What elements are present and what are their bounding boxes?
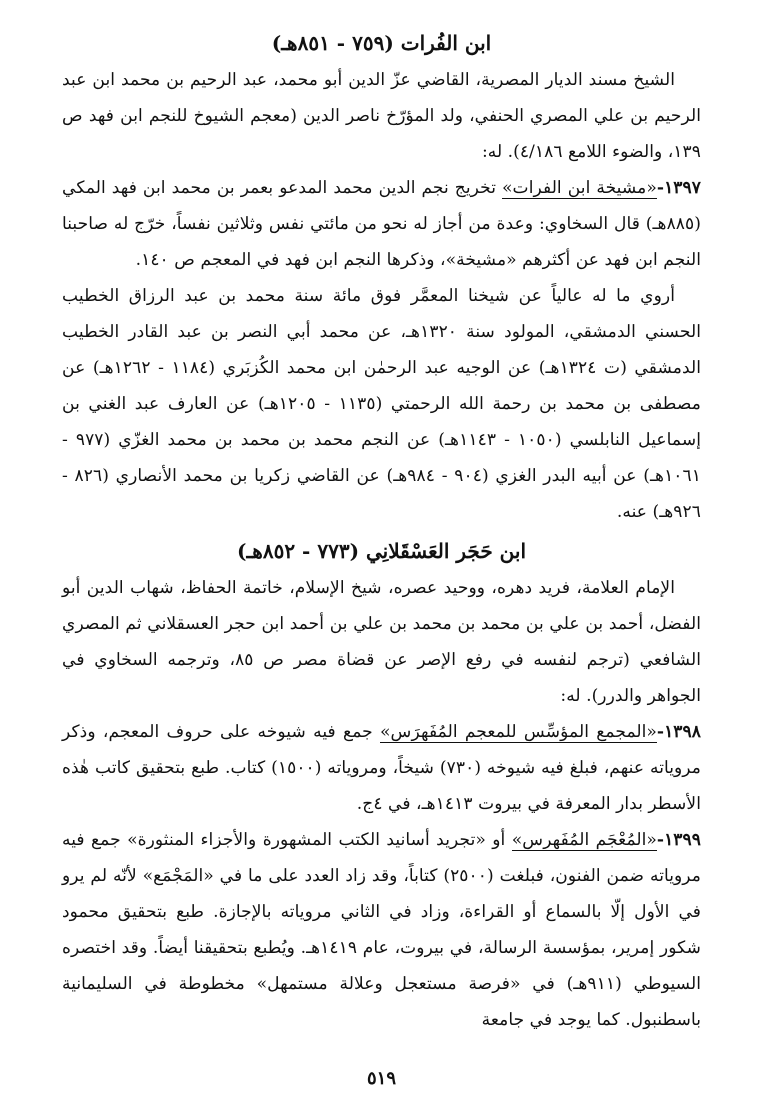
entry-text: جمع فيه شيوخه على حروف المعجم، وذكر مروياته عنهم، فبلغ فيه شيوخه (٧٣٠) شيخاً، ومروياته (١٥٠٠) كتاب. طبع بتحقيق كاتب هٰذه الأسطر بدار المعرفة في بيروت ١٤١٣هـ، في ٤ج. [62, 722, 701, 814]
biography-intro-ibn-al-furat: الشيخ مسند الديار المصرية، القاضي عزّ الدين أبو محمد، عبد الرحيم بن محمد ابن عبد الرحيم بن علي المصري الحنفي، ولد المؤرّخ ناصر الدين (معجم الشيوخ للنجم ابن فهد ص ١٣٩، والضوء اللامع ٤/١٨٦). له: [62, 70, 701, 162]
entry-title: «المجمع المؤسِّس للمعجم المُفَهرَس» [380, 722, 657, 742]
entry-title: «المُعْجَم المُفَهرس» [511, 830, 657, 850]
isnad-paragraph: أروي ما له عالياً عن شيخنا المعمَّر فوق مائة سنة محمد بن عبد الرزاق الخطيب الحسني الدمشقي، المولود سنة ١٣٢٠هـ، عن محمد أبي النصر بن عبد القادر الخطيب الدمشقي (ت ١٣٢٤هـ) عن الوجيه عبد الرحمٰن ابن محمد الكُزبَري (١١٨٤ - ١٢٦٢هـ) عن مصطفى بن محمد بن رحمة الله الرحمتي (١١٣٥ - ١٢٠٥هـ) عن العارف عبد الغني بن إسماعيل النابلسي (١٠٥٠ - ١١٤٣هـ) عن النجم محمد بن محمد بن محمد الغزّي (٩٧٧ - ١٠٦١هـ) عن أبيه البدر الغزي (٩٠٤ - ٩٨٤هـ) عن القاضي زكريا بن محمد الأنصاري (٨٢٦ - ٩٢٦هـ) عنه. [62, 286, 702, 522]
entry-text: أو «تجريد أسانيد الكتب المشهورة والأجزاء المنثورة» جمع فيه مروياته ضمن الفنون، فبلغت (٢٥٠٠) كتاباً، وقد زاد العدد على ما في «المَجْمَع» لأنّه لم يرو في الأول إلّا بالسماع أو القراءة، وزاد في الثاني مروياته بالإجازة. طبع بتحقيق محمود شكور إمرير، بمؤسسة الرسالة، في بيروت، عام ١٤١٩هـ. ويُطبع بتحقيقنا أيضاً. وقد اختصره السيوطي (٩١١هـ) في «فرصة مستعجل وعلالة مستمهل» مخطوطة في السليمانية باسطنبول. كما يوجد في جامعة [62, 830, 701, 1030]
entry-number: ١٣٩٨- [656, 722, 701, 742]
entry-1399 [62, 822, 701, 1038]
entry-number: ١٣٩٧- [656, 178, 701, 198]
section-heading-ibn-al-furat: ابن الفُرات (٧٥٩ - ٨٥١هـ) [271, 31, 492, 55]
entry-1397 [62, 170, 701, 278]
biography-intro-ibn-hajar: الإمام العلامة، فريد دهره، ووحيد عصره، شيخ الإسلام، خاتمة الحفاظ، شهاب الدين أبو الفضل، أحمد بن علي بن محمد بن محمد بن علي بن أحمد ابن حجر العسقلاني ثم المصري الشافعي (ترجم لنفسه في رفع الإصر عن قضاة مصر ص ٨٥، وترجمه السخاوي في الجواهر والدرر). له: [62, 578, 701, 706]
page-number: ٥١٩ [366, 1068, 396, 1089]
entry-title: «مشيخة ابن الفرات» [502, 178, 657, 198]
entry-number: ١٣٩٩- [656, 830, 701, 850]
entry-text: تخريج نجم الدين محمد المدعو بعمر بن محمد ابن فهد المكي (٨٨٥هـ) قال السخاوي: وعدة من أجاز له نحو من مائتي نفس وثلاثين نفساً، خرّج له صاحبنا النجم ابن فهد عن أكثرهم «مشيخة»، وذكرها النجم ابن فهد في المعجم ص ١٤٠. [62, 178, 701, 270]
section-heading-ibn-hajar: ابن حَجَر العَسْقَلانِي (٧٧٣ - ٨٥٢هـ) [236, 539, 526, 563]
entry-1398 [62, 714, 701, 822]
